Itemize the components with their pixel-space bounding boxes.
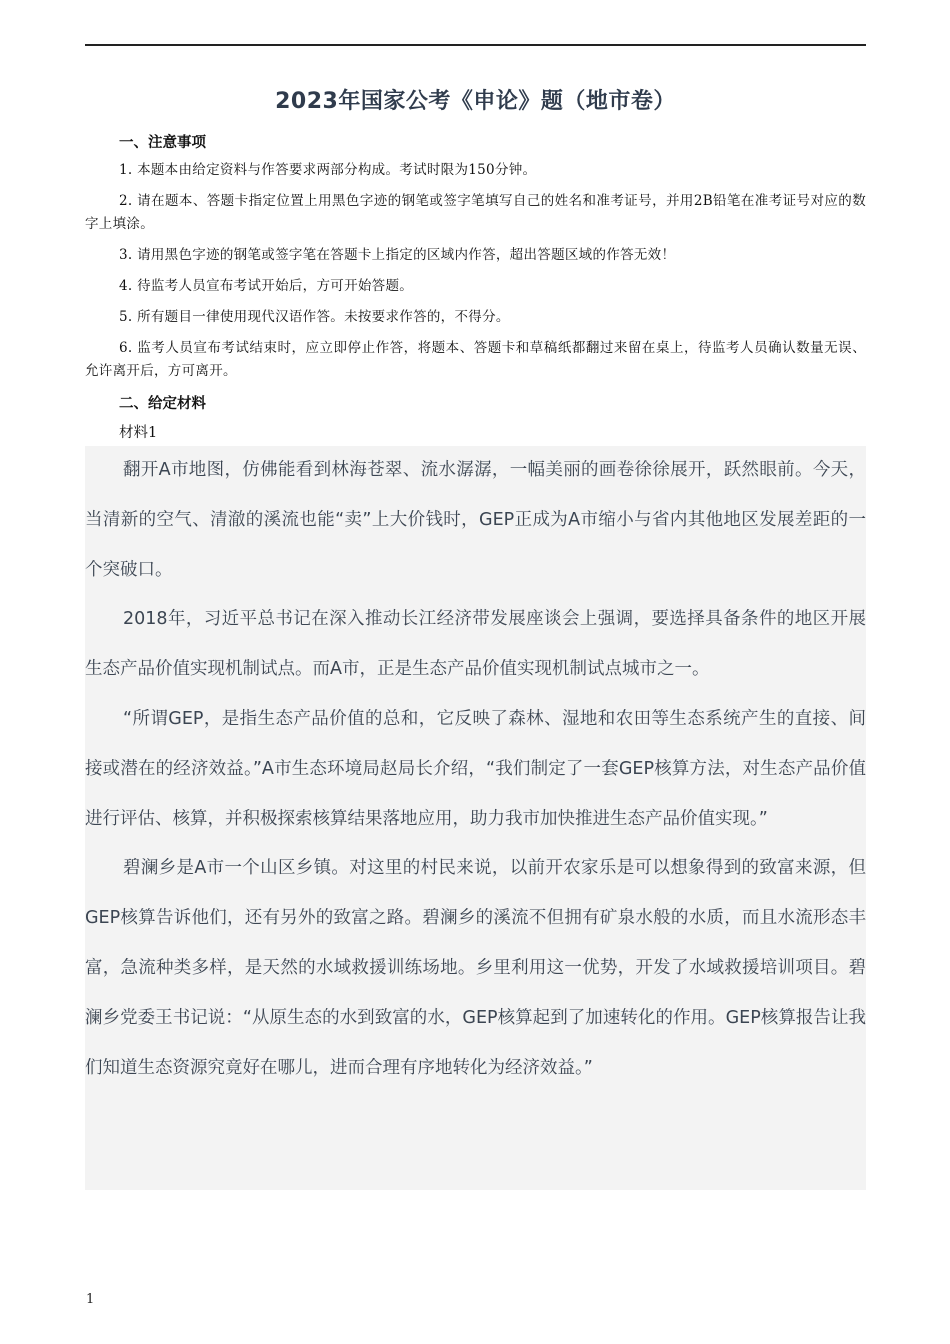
page-number: 1 (86, 1292, 95, 1307)
note-item: 5. 所有题目一律使用现代汉语作答。未按要求作答的，不得分。 (119, 309, 510, 325)
material-paragraph: “所谓GEP，是指生态产品价值的总和，它反映了森林、湿地和农田等生态系统产生的直接、间接或潜在的经济效益。”A市生态环境局赵局长介绍，“我们制定了一套GEP核算方法，对生态产品价值进行评估、核算，并积极探索核算结果落地应用，助力我市加快推进生态产品价值实现。” (85, 708, 866, 829)
note-item: 6. 监考人员宣布考试结束时，应立即停止作答，将题本、答题卡和草稿纸都翻过来留在桌上，待监考人员确认数量无误、允许离开后，方可离开。 (85, 340, 866, 379)
note-item: 2. 请在题本、答题卡指定位置上用黑色字迹的钢笔或签字笔填写自己的姓名和准考证号，并用2B铅笔在准考证号对应的数字上填涂。 (85, 193, 866, 232)
header-rule (85, 44, 866, 46)
material-paragraph: 2018年，习近平总书记在深入推动长江经济带发展座谈会上强调，要选择具备条件的地区开展生态产品价值实现机制试点。而A市，正是生态产品价值实现机制试点城市之一。 (85, 609, 866, 680)
material-paragraph: 翻开A市地图，仿佛能看到林海苍翠、流水潺潺，一幅美丽的画卷徐徐展开，跃然眼前。今天，当清新的空气、清澈的溪流也能“卖”上大价钱时，GEP正成为A市缩小与省内其他地区发展差距的一个突破口。 (85, 460, 866, 580)
section-heading-notes: 一、注意事项 (119, 135, 206, 151)
material-body (85, 446, 866, 1093)
note-item: 4. 待监考人员宣布考试开始后，方可开始答题。 (119, 278, 414, 294)
notes-list (85, 159, 866, 391)
note-item: 3. 请用黑色字迹的钢笔或签字笔在答题卡上指定的区域内作答，超出答题区域的作答无效！ (119, 247, 676, 263)
document-title: 2023年国家公考《申论》题（地市卷） (275, 89, 676, 114)
section-heading-materials: 二、给定材料 (119, 396, 206, 412)
material-label: 材料1 (119, 425, 158, 441)
note-item: 1. 本题本由给定资料与作答要求两部分构成。考试时限为150分钟。 (119, 162, 537, 178)
material-paragraph: 碧澜乡是A市一个山区乡镇。对这里的村民来说，以前开农家乐是可以想象得到的致富来源，但GEP核算告诉他们，还有另外的致富之路。碧澜乡的溪流不但拥有矿泉水般的水质，而且水流形态丰富，急流种类多样，是天然的水域救援训练场地。乡里利用这一优势，开发了水域救援培训项目。碧澜乡党委王书记说：“从原生态的水到致富的水，GEP核算起到了加速转化的作用。GEP核算报告让我们知道生态资源究竟好在哪儿，进而合理有序地转化为经济效益。” (85, 858, 866, 1078)
